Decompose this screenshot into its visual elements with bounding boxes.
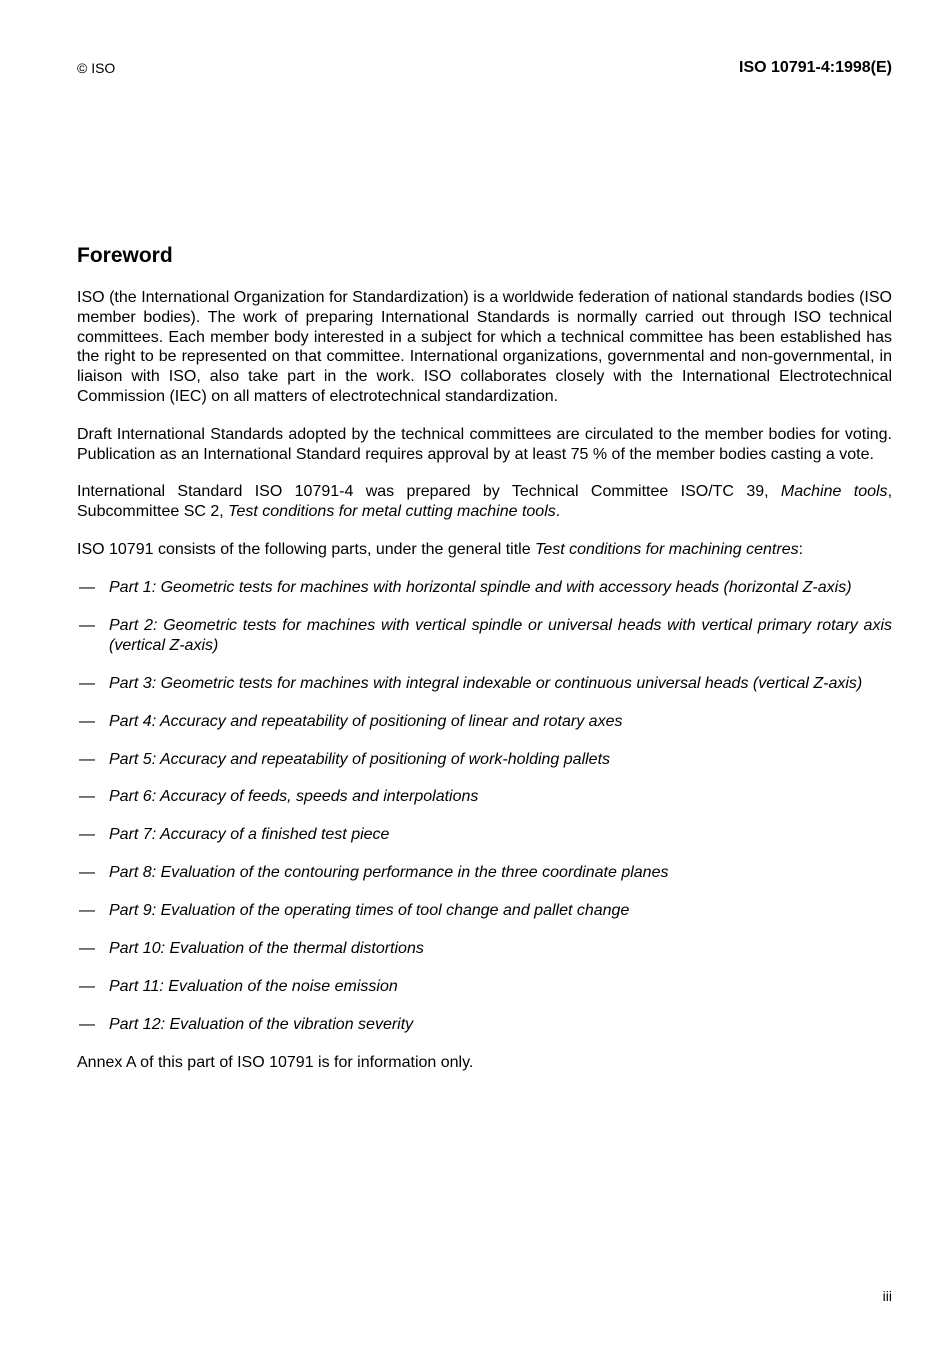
part-title: Part 11: Evaluation of the noise emission (109, 978, 398, 996)
paragraph-iso-intro: ISO (the International Organization for Standardization) is a worldwide federation of national standards bodies (ISO member bodies). The work of preparing International Standards is normally carried out through ISO technical committees. Each member body interested in a subject for which a technical committee has been established has the right to be represented on that committee. International organizations, governmental and non-governmental, in liaison with ISO, also take part in the work. ISO collaborates closely with the International Electrotechnical Commission (IEC) on all matters of electrotechnical standardization. (77, 289, 892, 405)
paragraph-draft-standards: Draft International Standards adopted by the technical committees are circulated to the member bodies for voting. Publication as an International Standard requires approval by at least 75 % of the member bodies casting a vote. (77, 425, 892, 463)
part-title: Part 6: Accuracy of feeds, speeds and interpolations (109, 788, 479, 806)
list-item (77, 939, 892, 959)
part-title: Part 3: Geometric tests for machines with integral indexable or continuous universal heads (vertical Z-axis) (109, 674, 863, 692)
list-dash: — (79, 978, 95, 996)
page-number: iii (882, 1288, 892, 1304)
parts-intro-end: : (798, 540, 804, 558)
list-item (77, 674, 892, 694)
list-dash: — (79, 578, 95, 596)
part-title: Part 10: Evaluation of the thermal distortions (109, 940, 424, 958)
list-item (77, 977, 892, 997)
list-item (77, 578, 892, 598)
list-dash: — (79, 940, 95, 958)
document-id: ISO 10791-4:1998(E) (739, 59, 892, 76)
part-title: Part 7: Accuracy of a finished test piece (109, 826, 390, 844)
prepared-by-end: . (555, 503, 561, 521)
list-item (77, 1015, 892, 1035)
part-title: Part 4: Accuracy and repeatability of positioning of linear and rotary axes (109, 712, 623, 730)
parts-intro-text: ISO 10791 consists of the following parts, under the general title (77, 540, 536, 558)
list-item (77, 863, 892, 883)
list-item (77, 901, 892, 921)
list-dash: — (79, 1016, 95, 1034)
prepared-by-text: International Standard ISO 10791-4 was prepared by Technical Committee ISO/TC 39, (77, 483, 781, 501)
list-item (77, 616, 892, 656)
list-item (77, 750, 892, 770)
copyright-notice: © ISO (77, 60, 116, 76)
subcommittee-text: , Subcommittee SC 2, (77, 483, 893, 521)
list-dash: — (79, 674, 95, 692)
list-item (77, 712, 892, 732)
list-item (77, 787, 892, 807)
annex-note: Annex A of this part of ISO 10791 is for information only. (77, 1054, 474, 1072)
list-dash: — (79, 788, 95, 806)
paragraph-prepared-by (77, 482, 892, 522)
list-dash: — (79, 864, 95, 882)
part-title: Part 8: Evaluation of the contouring performance in the three coordinate planes (109, 864, 669, 882)
list-item (77, 825, 892, 845)
part-title: Part 9: Evaluation of the operating times of tool change and pallet change (109, 902, 630, 920)
page-title: Foreword (77, 244, 173, 267)
part-title: Part 12: Evaluation of the vibration severity (109, 1016, 414, 1034)
list-dash: — (79, 712, 95, 730)
list-dash: — (79, 750, 95, 768)
general-title: Test conditions for machining centres (535, 540, 799, 558)
foreword-section (77, 243, 892, 1073)
part-title: Part 5: Accuracy and repeatability of positioning of work-holding pallets (109, 750, 611, 768)
list-dash: — (79, 826, 95, 844)
part-title: Part 2: Geometric tests for machines with vertical spindle or universal heads with vertical primary rotary axis (vertical Z-axis) (109, 616, 892, 654)
committee-title: Machine tools (780, 483, 888, 501)
list-dash: — (79, 902, 95, 920)
parts-list (77, 578, 892, 1035)
subcommittee-title: Test conditions for metal cutting machine tools (228, 503, 556, 521)
part-title: Part 1: Geometric tests for machines with horizontal spindle and with accessory heads (horizontal Z-axis) (109, 578, 852, 596)
list-dash: — (79, 616, 95, 634)
paragraph-parts-intro (77, 540, 892, 560)
